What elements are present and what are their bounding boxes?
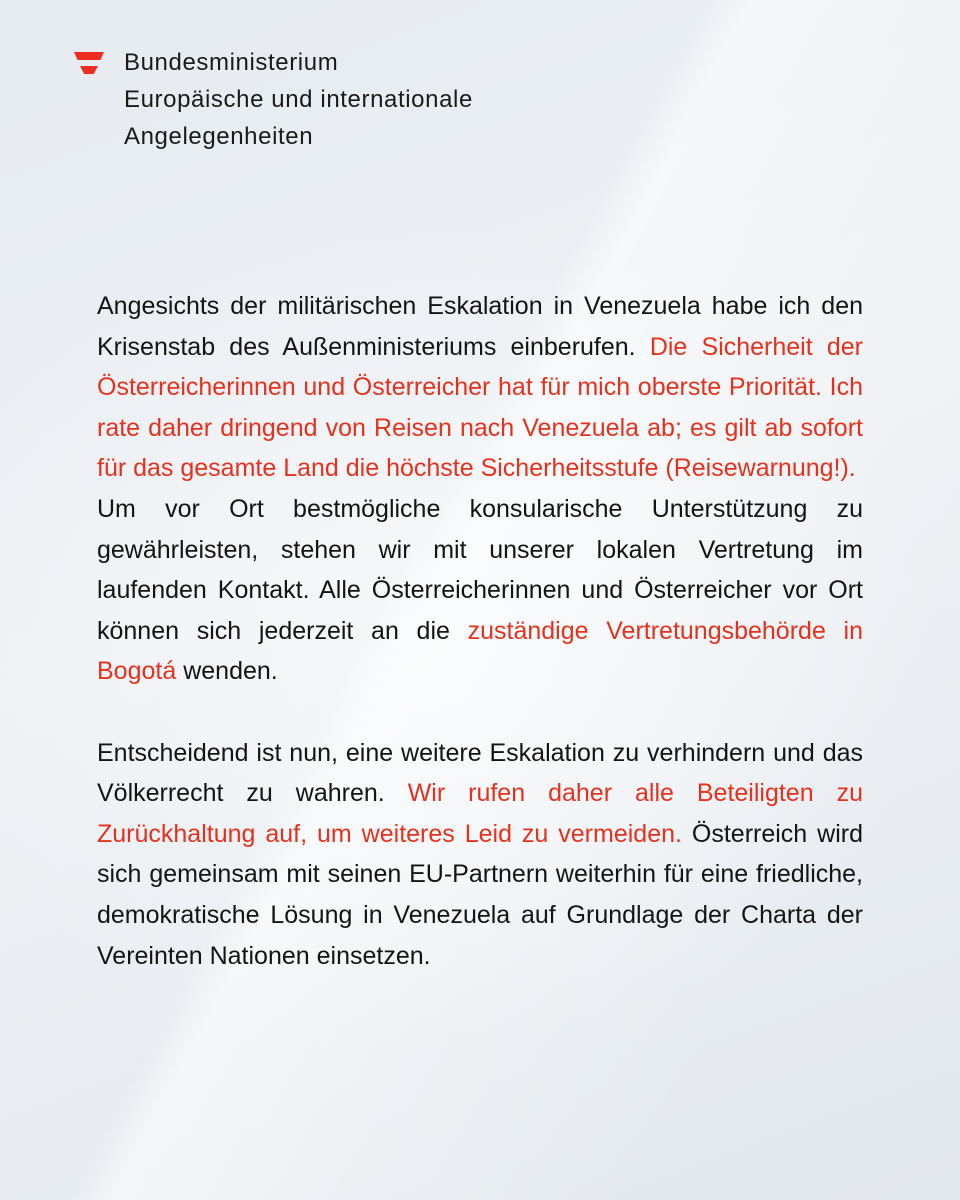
logo-bottom-bar: [74, 66, 104, 74]
paragraph-3-text-end: Österreich wird sich gemeinsam mit seinen EU-Partnern weiterhin für eine friedliche, demokratische Lösung in Venezuela auf Grundlage der Charta der Vereinten Nationen einsetzen.: [97, 819, 863, 970]
ministry-name-line3: Angelegenheiten: [124, 123, 314, 150]
ministry-name-line1: Bundesministerium: [124, 49, 339, 76]
statement-body: [97, 286, 863, 976]
paragraph-1: [97, 286, 863, 489]
ministry-header: [74, 44, 473, 155]
embassy-bogota-link[interactable]: zuständige Vertretungsbehörde in Bogotá: [97, 616, 863, 686]
ministry-name-line2: Europäische und internationale: [124, 86, 473, 113]
paragraph-1-text: Angesichts der militärischen Eskalation in Venezuela habe ich den Krisenstab des Außenministeriums einberufen.: [97, 292, 863, 361]
ministry-name: [124, 44, 473, 155]
paragraph-2-end: wenden.: [183, 657, 278, 686]
paragraph-3: [97, 733, 863, 977]
logo-top-bar: [74, 52, 104, 60]
paragraph-3-highlight: Wir rufen daher alle Beteiligten zu Zurückhaltung auf, um weiteres Leid zu vermeiden.: [97, 779, 863, 848]
paragraph-2: [97, 489, 863, 692]
paragraph-3-text: Entscheidend ist nun, eine weitere Eskalation zu verhindern und das Völkerrecht zu wahren.: [97, 738, 863, 808]
austria-flag-logo-icon: [74, 52, 104, 74]
paragraph-2-text: Um vor Ort bestmögliche konsularische Unterstützung zu gewährleisten, stehen wir mit unserer lokalen Vertretung im laufenden Kontakt. Alle Österreicherinnen und Österreicher vor Ort können sich jederzeit an die: [97, 494, 863, 645]
paragraph-1-highlight: Die Sicherheit der Österreicherinnen und Österreicher hat für mich oberste Priorität. Ich rate daher dringend von Reisen nach Venezuela ab; es gilt ab sofort für das gesamte Land die höchste Sicherheitsstufe (Reisewarnung!).: [97, 332, 863, 483]
